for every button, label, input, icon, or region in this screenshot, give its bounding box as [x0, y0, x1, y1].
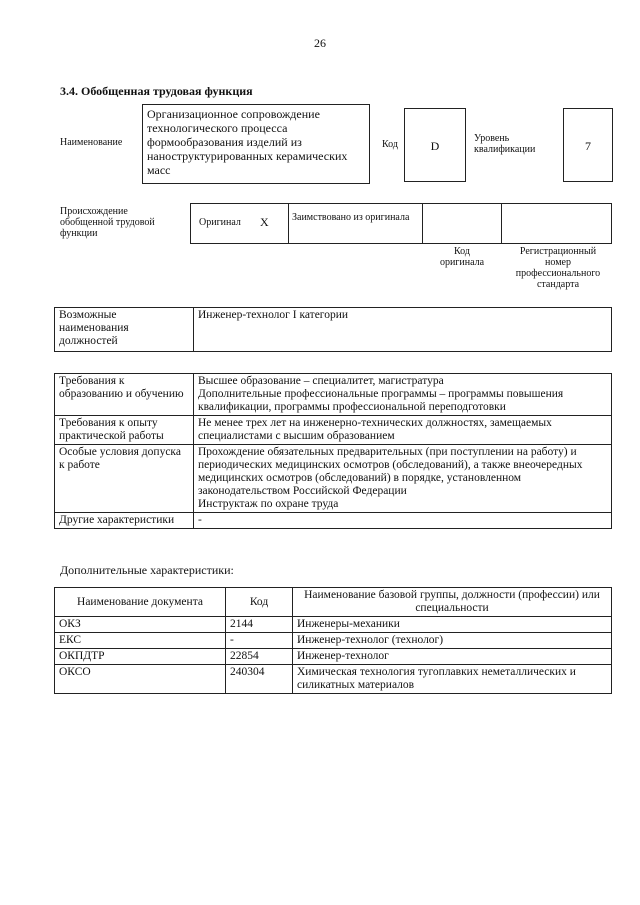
code-value: D — [404, 108, 466, 182]
col-header: Наименование базовой группы, должности (профессии) или специальности — [293, 588, 612, 617]
name-cell: Инженер-технолог (технолог) — [293, 633, 612, 649]
req-value: Прохождение обязательных предварительных (при поступлении на работу) и периодических медицинских осмотров (обследований), а также внеочередных медицинских осмотров (обследований) в порядке, установленном законодательством Российской Федерации Инструктаж по охране труда — [194, 445, 612, 513]
level-label: Уровень квалификации — [474, 133, 536, 155]
name-label: Наименование — [60, 137, 123, 148]
req-label: Требования к образованию и обучению — [55, 374, 194, 416]
doc-cell: ОКСО — [55, 665, 226, 694]
name-cell: Химическая технология тугоплавких неметаллических и силикатных материалов — [293, 665, 612, 694]
table-row — [55, 665, 612, 694]
name-cell: Инженер-технолог — [293, 649, 612, 665]
doc-cell: ОКПДТР — [55, 649, 226, 665]
req-value: Не менее трех лет на инженерно-технических должностях, замещаемых специалистами с высшим образованием — [194, 416, 612, 445]
origin-grid — [190, 203, 612, 244]
additional-title: Дополнительные характеристики: — [60, 563, 234, 577]
positions-label: Возможные наименования должностей — [55, 308, 194, 352]
code-cell: 240304 — [226, 665, 293, 694]
req-label: Другие характеристики — [55, 513, 194, 529]
col-header: Наименование документа — [55, 588, 226, 617]
name-value: Организационное сопровождение технологического процесса формообразования изделий из наноструктурированных керамических масс — [142, 104, 370, 184]
table-row — [55, 649, 612, 665]
original-code-caption: Код оригинала — [439, 246, 485, 268]
original-mark: X — [260, 215, 269, 229]
section-title: 3.4. Обобщенная трудовая функция — [60, 84, 253, 98]
original-label: Оригинал — [199, 217, 241, 228]
borrowed-label: Заимствовано из оригинала — [292, 212, 410, 223]
name-cell: Инженеры-механики — [293, 617, 612, 633]
doc-cell: ОКЗ — [55, 617, 226, 633]
doc-cell: ЕКС — [55, 633, 226, 649]
col-header: Код — [226, 588, 293, 617]
req-value: - — [194, 513, 612, 529]
reg-number-caption: Регистрационный номер профессионального стандарта — [515, 246, 601, 290]
table-row — [55, 617, 612, 633]
positions-table — [54, 307, 612, 352]
positions-value: Инженер-технолог I категории — [194, 308, 612, 352]
table-row — [55, 633, 612, 649]
req-label: Требования к опыту практической работы — [55, 416, 194, 445]
additional-table — [54, 587, 612, 694]
req-value: Высшее образование – специалитет, магистратура Дополнительные профессиональные программы – программы повышения квалификации, программы профессиональной переподготовки — [194, 374, 612, 416]
code-label: Код — [382, 139, 398, 150]
page-number: 26 — [314, 36, 326, 50]
code-cell: - — [226, 633, 293, 649]
req-label: Особые условия допуска к работе — [55, 445, 194, 513]
code-cell: 22854 — [226, 649, 293, 665]
code-cell: 2144 — [226, 617, 293, 633]
requirements-table — [54, 373, 612, 529]
level-value: 7 — [563, 108, 613, 182]
origin-label: Происхождение обобщенной трудовой функции — [60, 206, 155, 239]
